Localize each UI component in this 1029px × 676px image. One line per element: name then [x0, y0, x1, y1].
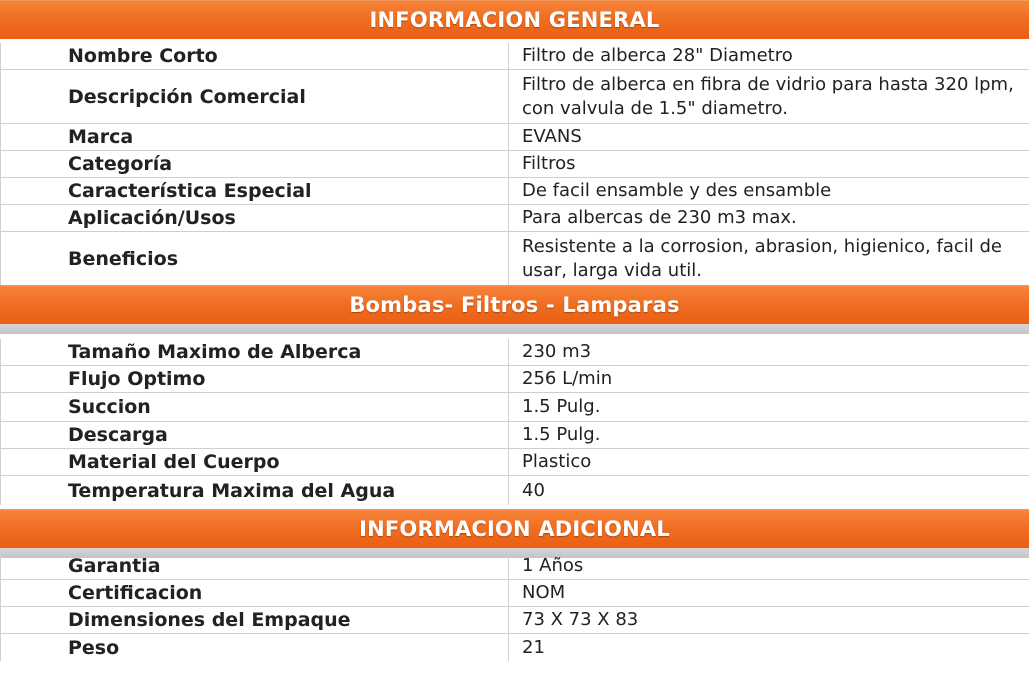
section-header-general — [0, 0, 1029, 39]
table-row — [0, 393, 1029, 422]
row-label: Garantia — [1, 553, 509, 579]
section-title: INFORMACION GENERAL — [369, 8, 660, 32]
row-value: 21 — [522, 636, 545, 658]
row-label: Característica Especial — [1, 178, 509, 204]
row-label: Peso — [1, 634, 509, 661]
table-row — [0, 422, 1029, 449]
row-label: Flujo Optimo — [1, 366, 509, 392]
table-row — [0, 205, 1029, 232]
section-header-adicional — [0, 509, 1029, 548]
table-row — [0, 178, 1029, 205]
row-label: Beneficios — [1, 232, 509, 286]
table-row — [0, 232, 1029, 286]
row-value: 1.5 Pulg. — [522, 424, 601, 445]
row-value: 230 m3 — [522, 341, 592, 362]
table-row — [0, 339, 1029, 366]
table-row — [0, 366, 1029, 393]
row-value: Resistente a la corrosion, abrasion, higienico, facil de usar, larga vida util. — [522, 236, 1002, 281]
row-value: Filtro de alberca 28" Diametro — [522, 45, 793, 66]
section-adicional-table — [0, 553, 1029, 661]
row-label: Tamaño Maximo de Alberca — [1, 339, 509, 365]
section-title: INFORMACION ADICIONAL — [359, 517, 670, 541]
row-value: 256 L/min — [522, 368, 613, 389]
row-label: Temperatura Maxima del Agua — [1, 476, 509, 505]
section-title: Bombas- Filtros - Lamparas — [349, 293, 680, 317]
row-value: NOM — [522, 582, 566, 603]
row-value: 1 Años — [522, 555, 584, 576]
row-value: 73 X 73 X 83 — [522, 609, 639, 630]
section-divider-band — [0, 324, 1029, 334]
row-label: Material del Cuerpo — [1, 449, 509, 475]
row-value: EVANS — [522, 126, 582, 147]
table-row — [0, 124, 1029, 151]
row-label: Aplicación/Usos — [1, 205, 509, 231]
row-value: Plastico — [522, 451, 592, 472]
table-row — [0, 634, 1029, 661]
row-value: 1.5 Pulg. — [522, 396, 601, 417]
row-label: Descripción Comercial — [1, 70, 509, 123]
table-row — [0, 553, 1029, 580]
row-value: Filtros — [522, 153, 576, 174]
row-label: Succion — [1, 393, 509, 421]
table-row — [0, 476, 1029, 505]
row-label: Dimensiones del Empaque — [1, 607, 509, 633]
section-header-bombas — [0, 285, 1029, 324]
table-row — [0, 70, 1029, 124]
row-label: Nombre Corto — [1, 43, 509, 69]
row-label: Marca — [1, 124, 509, 150]
table-row — [0, 43, 1029, 70]
table-row — [0, 580, 1029, 607]
row-label: Certificacion — [1, 580, 509, 606]
row-value: Filtro de alberca en fibra de vidrio para hasta 320 lpm, con valvula de 1.5" diametro. — [522, 73, 1014, 119]
table-row — [0, 449, 1029, 476]
row-value: De facil ensamble y des ensamble — [522, 180, 832, 201]
table-row — [0, 151, 1029, 178]
section-bombas-table — [0, 339, 1029, 505]
row-label: Categoría — [1, 151, 509, 177]
row-value: Para albercas de 230 m3 max. — [522, 207, 797, 228]
section-general-table — [0, 43, 1029, 286]
table-row — [0, 607, 1029, 634]
row-label: Descarga — [1, 422, 509, 448]
row-value: 40 — [522, 479, 545, 501]
